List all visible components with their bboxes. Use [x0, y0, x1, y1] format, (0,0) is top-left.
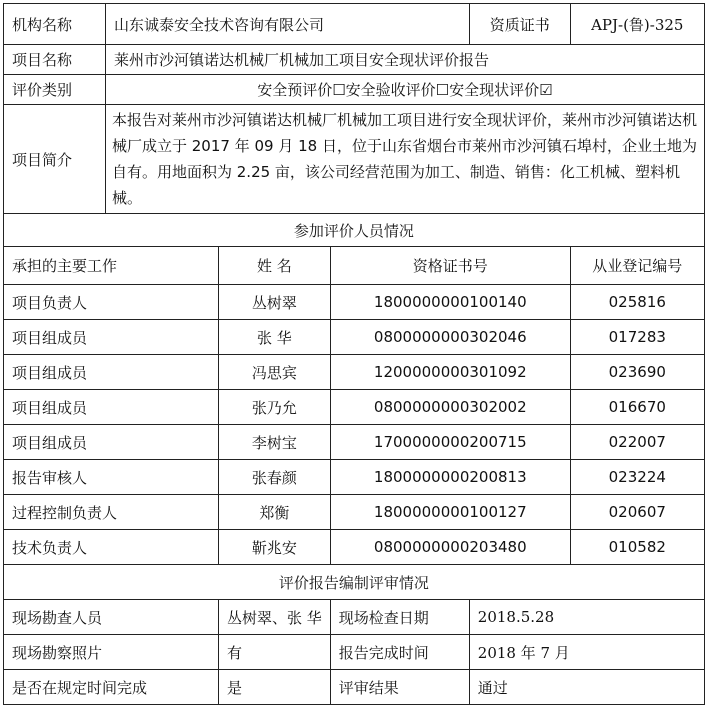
photos-label: 现场勘察照片 — [4, 635, 219, 670]
inspection-date-value: 2018.5.28 — [469, 600, 704, 635]
personnel-reg-number: 023224 — [570, 460, 704, 495]
personnel-row — [4, 390, 705, 425]
personnel-header-row — [4, 247, 705, 285]
review-row-photos — [4, 635, 705, 670]
column-header-reg: 从业登记编号 — [570, 247, 704, 285]
eval-type-row — [4, 75, 705, 105]
cert-label: 资质证书 — [469, 4, 570, 45]
personnel-name: 靳兆安 — [219, 530, 331, 565]
personnel-role: 技术负责人 — [4, 530, 219, 565]
personnel-row — [4, 460, 705, 495]
personnel-section-row — [4, 214, 705, 247]
personnel-name: 张春颜 — [219, 460, 331, 495]
personnel-role: 项目组成员 — [4, 355, 219, 390]
project-intro-label: 项目简介 — [4, 105, 106, 214]
on-time-label: 是否在规定时间完成 — [4, 670, 219, 705]
personnel-cert-number: 1700000000200715 — [330, 425, 570, 460]
personnel-row — [4, 320, 705, 355]
survey-staff-value: 丛树翠、张 华 — [219, 600, 331, 635]
personnel-cert-number: 1800000000100140 — [330, 285, 570, 320]
inspection-date-label: 现场检查日期 — [330, 600, 469, 635]
personnel-row — [4, 285, 705, 320]
column-header-role: 承担的主要工作 — [4, 247, 219, 285]
personnel-section-title: 参加评价人员情况 — [4, 214, 705, 247]
project-intro-row — [4, 105, 705, 214]
personnel-reg-number: 017283 — [570, 320, 704, 355]
personnel-cert-number: 1200000000301092 — [330, 355, 570, 390]
personnel-row — [4, 495, 705, 530]
survey-staff-label: 现场勘查人员 — [4, 600, 219, 635]
cert-number: APJ-(鲁)-325 — [570, 4, 704, 45]
header-row — [4, 4, 705, 45]
personnel-reg-number: 025816 — [570, 285, 704, 320]
personnel-cert-number: 0800000000302046 — [330, 320, 570, 355]
personnel-role: 过程控制负责人 — [4, 495, 219, 530]
eval-type-value: 安全预评价☐安全验收评价☐安全现状评价☑ — [106, 75, 705, 105]
org-label: 机构名称 — [4, 4, 106, 45]
personnel-role: 项目组成员 — [4, 425, 219, 460]
personnel-role: 报告审核人 — [4, 460, 219, 495]
personnel-reg-number: 020607 — [570, 495, 704, 530]
personnel-role: 项目组成员 — [4, 320, 219, 355]
personnel-reg-number: 016670 — [570, 390, 704, 425]
review-row-staff — [4, 600, 705, 635]
org-name: 山东诚泰安全技术咨询有限公司 — [106, 4, 470, 45]
photos-value: 有 — [219, 635, 331, 670]
personnel-reg-number: 023690 — [570, 355, 704, 390]
personnel-reg-number: 022007 — [570, 425, 704, 460]
personnel-role: 项目组成员 — [4, 390, 219, 425]
evaluation-info-table — [3, 3, 705, 705]
project-name-label: 项目名称 — [4, 45, 106, 75]
personnel-name: 冯思宾 — [219, 355, 331, 390]
project-name-row — [4, 45, 705, 75]
personnel-row — [4, 425, 705, 460]
personnel-row — [4, 530, 705, 565]
completion-label: 报告完成时间 — [330, 635, 469, 670]
personnel-reg-number: 010582 — [570, 530, 704, 565]
personnel-cert-number: 0800000000302002 — [330, 390, 570, 425]
personnel-row — [4, 355, 705, 390]
eval-type-label: 评价类别 — [4, 75, 106, 105]
personnel-cert-number: 0800000000203480 — [330, 530, 570, 565]
personnel-name: 郑衡 — [219, 495, 331, 530]
on-time-value: 是 — [219, 670, 331, 705]
review-row-result — [4, 670, 705, 705]
project-name: 莱州市沙河镇诺达机械厂机械加工项目安全现状评价报告 — [106, 45, 705, 75]
result-value: 通过 — [469, 670, 704, 705]
column-header-name: 姓 名 — [219, 247, 331, 285]
column-header-cert: 资格证书号 — [330, 247, 570, 285]
completion-value: 2018 年 7 月 — [469, 635, 704, 670]
personnel-name: 李树宝 — [219, 425, 331, 460]
personnel-name: 张 华 — [219, 320, 331, 355]
project-intro-text: 本报告对莱州市沙河镇诺达机械厂机械加工项目进行安全现状评价，莱州市沙河镇诺达机械厂成立于 2017 年 09 月 18 日，位于山东省烟台市莱州市沙河镇石埠村，企业土地为自有。用地面积为 2.25 亩，该公司经营范围为加工、制造、销售：化工机械、塑料机械。 — [106, 105, 705, 214]
personnel-name: 张乃允 — [219, 390, 331, 425]
personnel-name: 丛树翠 — [219, 285, 331, 320]
personnel-cert-number: 1800000000100127 — [330, 495, 570, 530]
result-label: 评审结果 — [330, 670, 469, 705]
review-section-row — [4, 565, 705, 600]
personnel-role: 项目负责人 — [4, 285, 219, 320]
review-section-title: 评价报告编制评审情况 — [4, 565, 705, 600]
personnel-cert-number: 1800000000200813 — [330, 460, 570, 495]
